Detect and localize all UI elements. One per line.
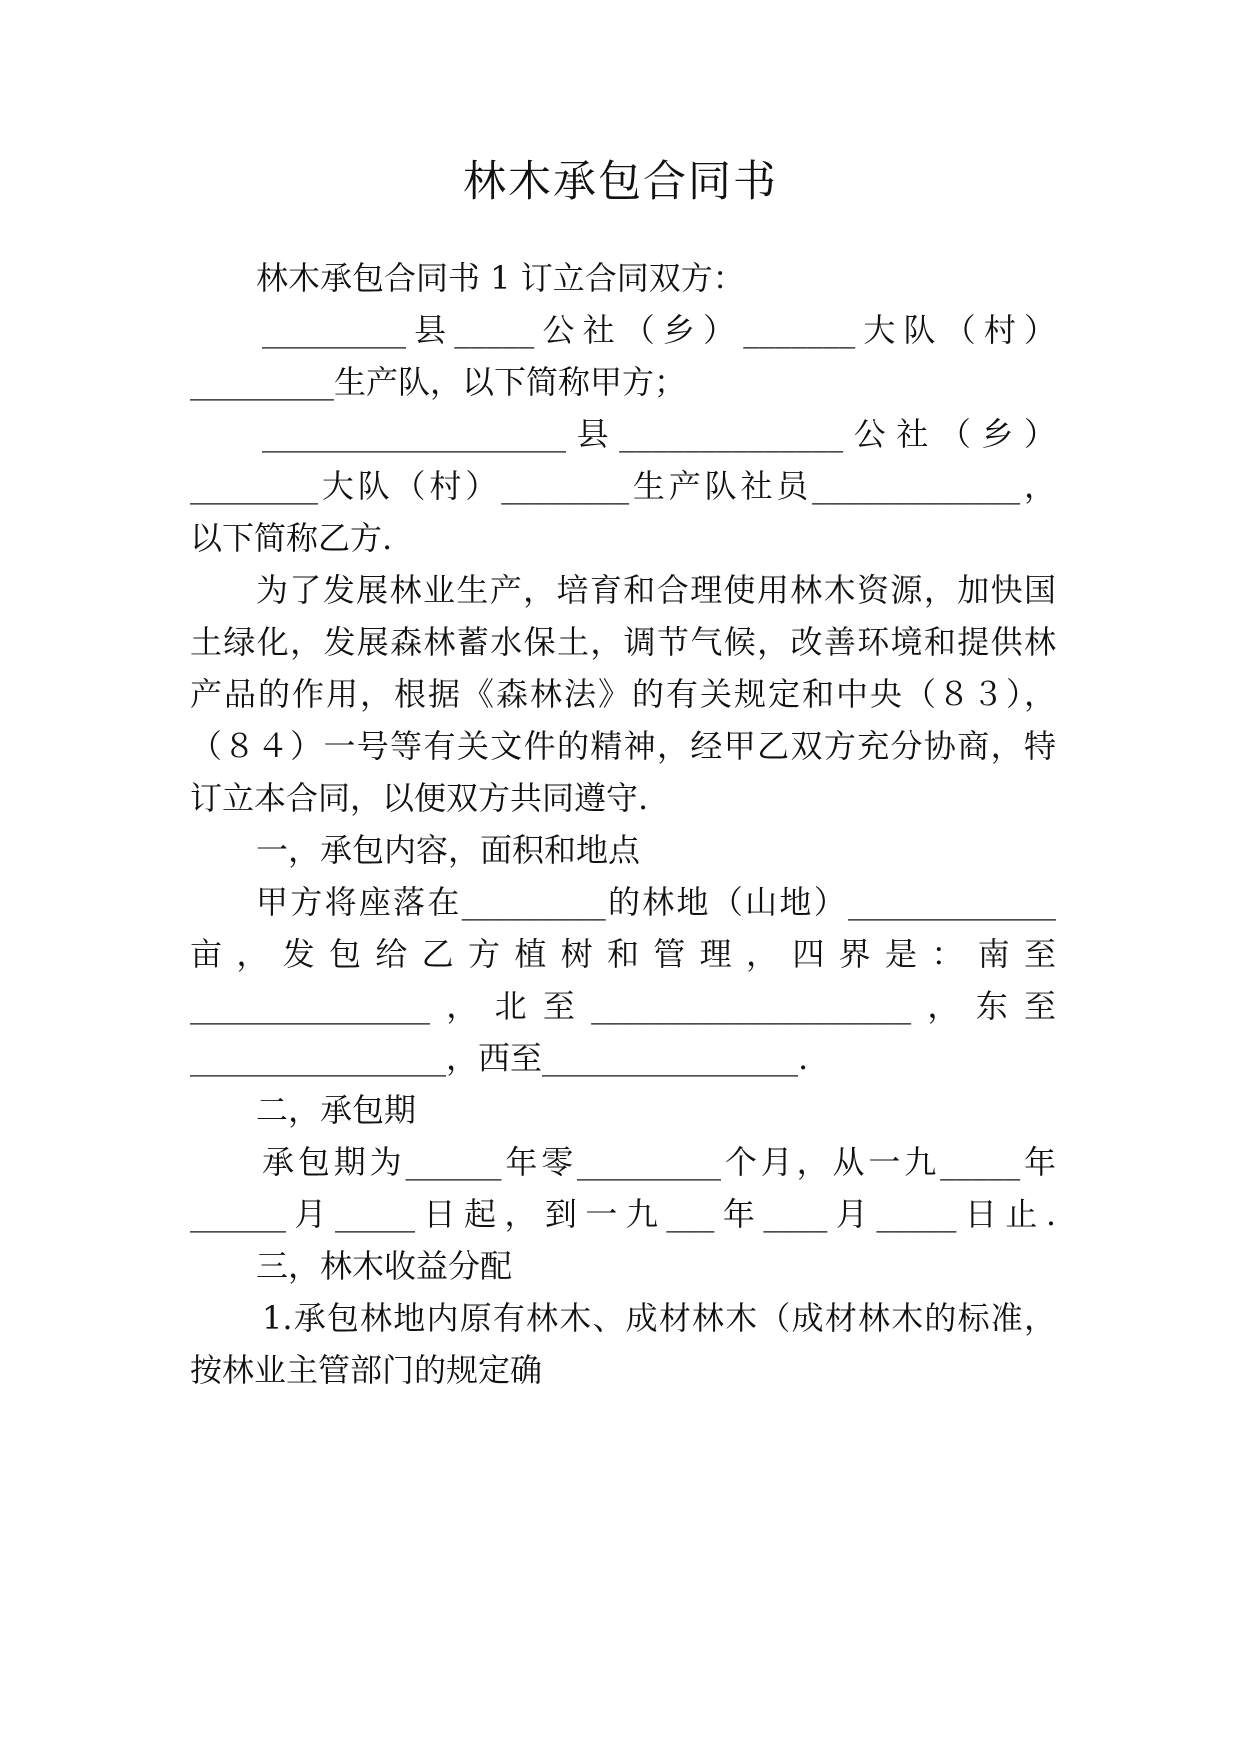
purpose-paragraph-line-4: （８４）一号等有关文件的精神，经甲乙双方充分协商，特 xyxy=(190,727,1056,765)
section-3-heading: 三，林木收益分配 xyxy=(256,1247,513,1285)
section-1-line-4: ________________，西至________________. xyxy=(190,1039,809,1077)
party-b-address-line-2: ________大队（村）________生产队社员_____________， xyxy=(190,467,1056,505)
party-b-address-line-3: 以下简称乙方. xyxy=(190,519,393,557)
section-1-line-2: 亩，发包给乙方植树和管理，四界是：南至 xyxy=(190,935,1056,973)
section-2-line-1: 承包期为______年零_________个月，从一九_____年 xyxy=(262,1143,1056,1181)
section-3-line-1: 1.承包林地内原有林木、成材林木（成材林木的标准， xyxy=(262,1299,1056,1337)
section-1-line-1: 甲方将座落在_________的林地（山地）_____________ xyxy=(256,883,1056,921)
contract-parties-intro: 林木承包合同书 1 订立合同双方： xyxy=(256,259,745,297)
party-a-address-line-2: _________生产队，以下简称甲方； xyxy=(190,363,687,401)
purpose-paragraph-line-1: 为了发展林业生产，培育和合理使用林木资源，加快国 xyxy=(256,571,1056,609)
section-1-line-3: _______________，北至____________________，东至 xyxy=(190,987,1056,1025)
party-b-address-line-1: ___________________县______________公社（乡） xyxy=(262,415,1056,453)
document-title: 林木承包合同书 xyxy=(463,157,778,207)
purpose-paragraph-line-3: 产品的作用，根据《森林法》的有关规定和中央（８３）， xyxy=(190,675,1056,713)
party-a-address-line-1: _________县_____公社（乡）_______大队（村） xyxy=(262,311,1056,349)
section-2-heading: 二，承包期 xyxy=(256,1091,417,1129)
section-1-heading: 一，承包内容，面积和地点 xyxy=(256,831,641,869)
purpose-paragraph-line-2: 土绿化，发展森林蓄水保土，调节气候，改善环境和提供林 xyxy=(190,623,1056,661)
section-3-line-2: 按林业主管部门的规定确 xyxy=(190,1351,543,1389)
purpose-paragraph-line-5: 订立本合同，以便双方共同遵守. xyxy=(190,779,649,817)
section-2-line-2: ______月_____日起，到一九___年____月_____日止. xyxy=(190,1195,1056,1233)
